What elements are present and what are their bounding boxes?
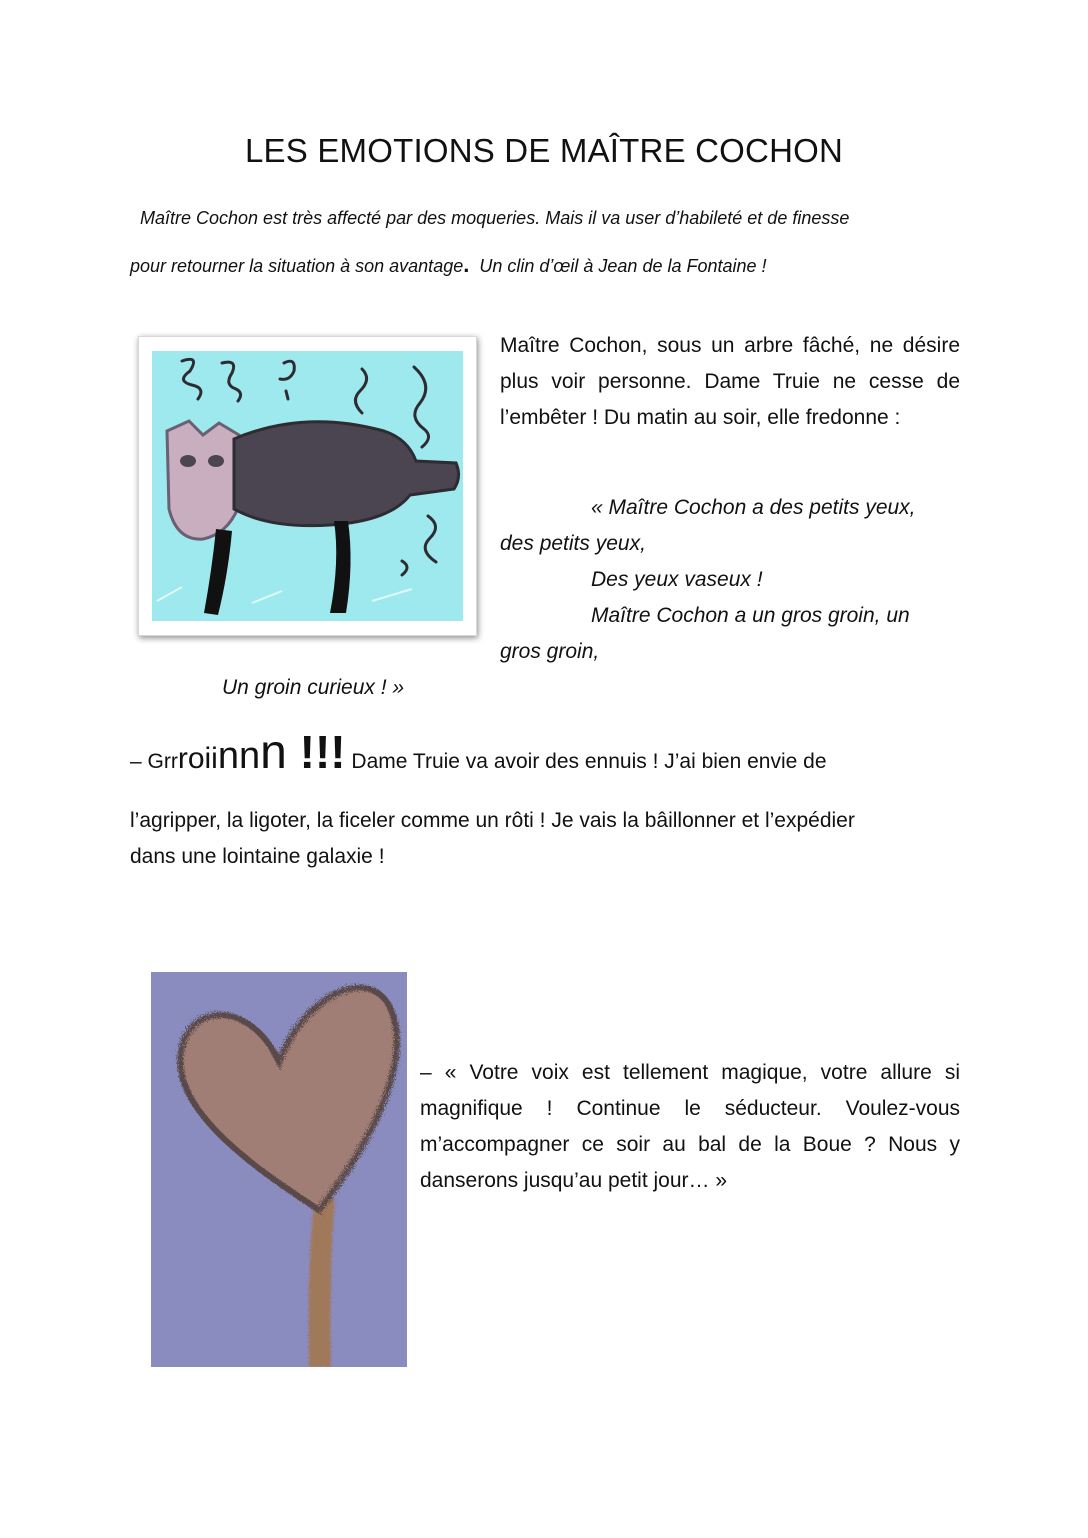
growl-rest: Dame Truie va avoir des ennuis ! J’ai bien envie de <box>345 750 827 773</box>
growl-part-4: n <box>260 726 287 779</box>
pig-eye-left <box>180 455 196 467</box>
page-title: LES EMOTIONS DE MAÎTRE COCHON <box>244 132 844 169</box>
paragraph-2-line-2: dans une lointaine galaxie ! <box>130 845 385 868</box>
verse-line-4: Maître Cochon a un gros groin, un <box>591 604 910 627</box>
verse-line-5: gros groin, <box>500 640 600 663</box>
intro-line-2-end: Un clin d’œil à Jean de la Fontaine ! <box>479 256 767 276</box>
growl-dash: – <box>130 750 148 773</box>
paragraph-2-line-1: l’agripper, la ligoter, la ficeler comme un rôti ! Je vais la bâillonner et l’expédier <box>130 809 855 832</box>
growl-part-1: Grr <box>147 750 178 773</box>
growl-line <box>130 725 960 780</box>
verse-line-6: Un groin curieux ! » <box>222 676 405 699</box>
growl-part-3: nn <box>217 735 261 777</box>
pig-eye-right <box>208 455 224 467</box>
pig-drawing-frame <box>138 336 477 636</box>
intro-line-2-start: pour retourner la situation à son avantage <box>130 256 464 276</box>
verse-line-3: Des yeux vaseux ! <box>591 568 763 591</box>
intro-dot: . <box>463 252 470 277</box>
paragraph-1: Maître Cochon, sous un arbre fâché, ne désire plus voir personne. Dame Truie ne cesse de l’embêter ! Du matin au soir, elle fredonne : <box>500 334 960 429</box>
pig-drawing <box>152 351 463 621</box>
verse-line-2: des petits yeux, <box>500 532 646 555</box>
heart-drawing <box>151 972 407 1367</box>
paragraph-3: – « Votre voix est tellement magique, votre allure si magnifique ! Continue le séducteur. Voulez-vous m’accompagner ce soir au bal de la Boue ? Nous y danserons jusqu’au petit jour… » <box>420 1061 960 1192</box>
growl-part-2: roii <box>177 742 218 775</box>
verse-line-1: « Maître Cochon a des petits yeux, <box>591 496 916 519</box>
intro-line-2 <box>130 252 767 278</box>
intro-line-1: Maître Cochon est très affecté par des moqueries. Mais il va user d’habileté et de finesse <box>140 208 850 228</box>
growl-exclamations: !!! <box>286 726 346 778</box>
pig-head <box>167 421 243 539</box>
